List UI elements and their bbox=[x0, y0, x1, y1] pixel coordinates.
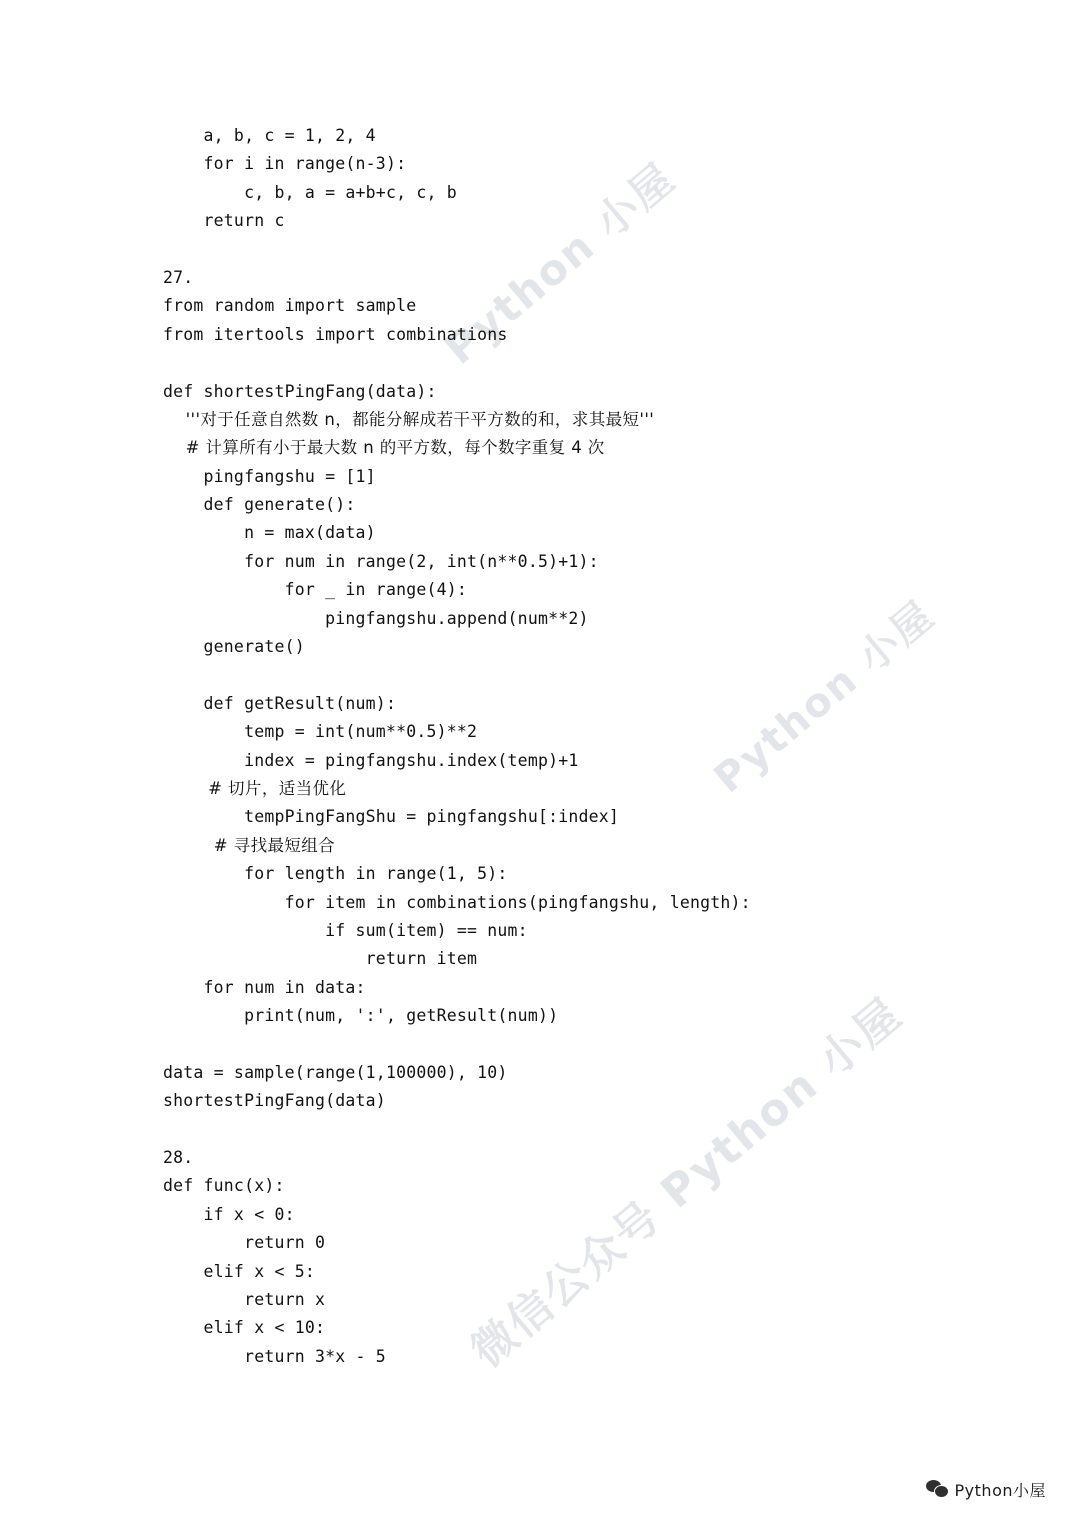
footer-label: Python小屋 bbox=[954, 1481, 1046, 1500]
code-blank-line bbox=[163, 1031, 1080, 1059]
watermark-text: 微信公众号 Python 小屋 bbox=[462, 988, 912, 1378]
code-line: # 寻找最短组合 bbox=[163, 835, 336, 855]
code-line: return c bbox=[163, 211, 285, 231]
code-line: # 计算所有小于最大数 n 的平方数，每个数字重复 4 次 bbox=[163, 438, 605, 458]
code-line: for i in range(n-3): bbox=[163, 154, 407, 174]
code-line: index = pingfangshu.index(temp)+1 bbox=[163, 750, 579, 770]
code-line: pingfangshu.append(num**2) bbox=[163, 608, 589, 628]
code-line: def generate(): bbox=[163, 495, 356, 515]
code-line: a, b, c = 1, 2, 4 bbox=[163, 126, 376, 145]
code-line: c, b, a = a+b+c, c, b bbox=[163, 182, 457, 202]
wechat-icon bbox=[926, 1480, 948, 1499]
code-line: return item bbox=[163, 949, 478, 969]
code-line: temp = int(num**0.5)**2 bbox=[163, 722, 478, 742]
watermark-text: Python 小屋 bbox=[435, 153, 685, 374]
code-line: pingfangshu = [1] bbox=[163, 466, 376, 486]
code-line: def getResult(num): bbox=[163, 693, 397, 713]
code-line: return 3*x - 5 bbox=[163, 1346, 386, 1366]
code-blank-line bbox=[163, 236, 1080, 264]
code-line: def func(x): bbox=[163, 1176, 285, 1196]
code-line: elif x < 10: bbox=[163, 1318, 326, 1338]
code-line: for _ in range(4): bbox=[163, 580, 468, 600]
code-blank-line bbox=[163, 661, 1080, 689]
code-line: generate() bbox=[163, 637, 305, 657]
code-line: n = max(data) bbox=[163, 523, 376, 543]
code-line: tempPingFangShu = pingfangshu[:index] bbox=[163, 807, 620, 827]
code-line: elif x < 5: bbox=[163, 1261, 316, 1281]
watermark-text: Python 小屋 bbox=[705, 592, 944, 803]
code-line: for num in range(2, int(n**0.5)+1): bbox=[163, 551, 599, 571]
code-line: def shortestPingFang(data): bbox=[163, 381, 437, 401]
code-line: from itertools import combinations bbox=[163, 324, 508, 344]
code-line: if sum(item) == num: bbox=[163, 920, 528, 940]
code-item-number: 28. bbox=[163, 1148, 194, 1168]
footer-badge bbox=[926, 1478, 1046, 1501]
code-line: print(num, ':', getResult(num)) bbox=[163, 1006, 559, 1026]
code-line: for length in range(1, 5): bbox=[163, 864, 508, 884]
code-line: return x bbox=[163, 1290, 326, 1310]
code-line: if x < 0: bbox=[163, 1204, 295, 1224]
code-blank-line bbox=[163, 349, 1080, 377]
code-line: return 0 bbox=[163, 1233, 326, 1253]
code-line: # 切片，适当优化 bbox=[163, 778, 347, 798]
code-line: for item in combinations(pingfangshu, length): bbox=[163, 892, 751, 912]
code-line: data = sample(range(1,100000), 10) bbox=[163, 1062, 508, 1082]
code-line: shortestPingFang(data) bbox=[163, 1091, 386, 1111]
code-line: '''对于任意自然数 n，都能分解成若干平方数的和，求其最短''' bbox=[163, 409, 655, 429]
code-item-number: 27. bbox=[163, 267, 194, 287]
code-blank-line bbox=[163, 1116, 1080, 1144]
code-line: for num in data: bbox=[163, 977, 366, 997]
code-line: from random import sample bbox=[163, 296, 417, 316]
